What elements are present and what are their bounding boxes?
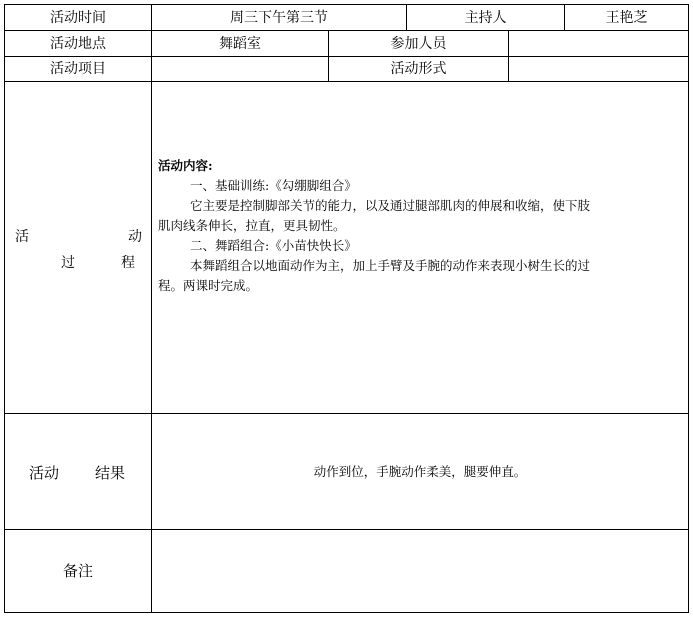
content-line-6: 程。两课时完成。 [158, 278, 259, 293]
content-line-1: 一、基础训练:《勾绷脚组合》 [190, 178, 357, 193]
process-label-char-1: 活 [15, 229, 29, 245]
place-value: 舞蹈室 [219, 36, 261, 52]
time-label: 活动时间 [50, 10, 106, 26]
result-label-2: 结果 [95, 464, 126, 482]
result-label-1: 活动 [29, 464, 60, 482]
content-line-3: 肌肉线条伸长，拉直，更具韧性。 [158, 218, 346, 233]
process-label-char-4: 程 [121, 255, 135, 271]
content-line-5: 本舞蹈组合以地面动作为主，加上手臂及手腕的动作来表现小树生长的过 [190, 258, 591, 273]
cell-participants-value [508, 30, 689, 57]
cell-project-value [151, 56, 329, 82]
notes-label: 备注 [62, 562, 93, 580]
host-value: 王艳芝 [605, 10, 648, 26]
process-label-char-2: 动 [128, 229, 142, 245]
place-label: 活动地点 [50, 36, 106, 52]
content-title: 活动内容: [158, 158, 213, 173]
process-label-char-3: 过 [61, 255, 75, 271]
cell-process-label [4, 81, 152, 414]
host-label: 主持人 [464, 10, 507, 26]
content-line-2: 它主要是控制脚部关节的能力，以及通过腿部肌肉的伸展和收缩，使下肢 [190, 198, 591, 213]
result-value: 动作到位，手腕动作柔美，腿要伸直。 [313, 464, 527, 479]
cell-form-value [508, 56, 689, 82]
participants-label: 参加人员 [390, 36, 447, 52]
time-value: 周三下午第三节 [230, 10, 328, 26]
project-label: 活动项目 [50, 61, 106, 77]
cell-notes-value [151, 529, 689, 613]
form-label: 活动形式 [390, 61, 447, 77]
content-line-4: 二、舞蹈组合:《小苗快快长》 [190, 238, 357, 253]
cell-result-label [4, 413, 152, 530]
